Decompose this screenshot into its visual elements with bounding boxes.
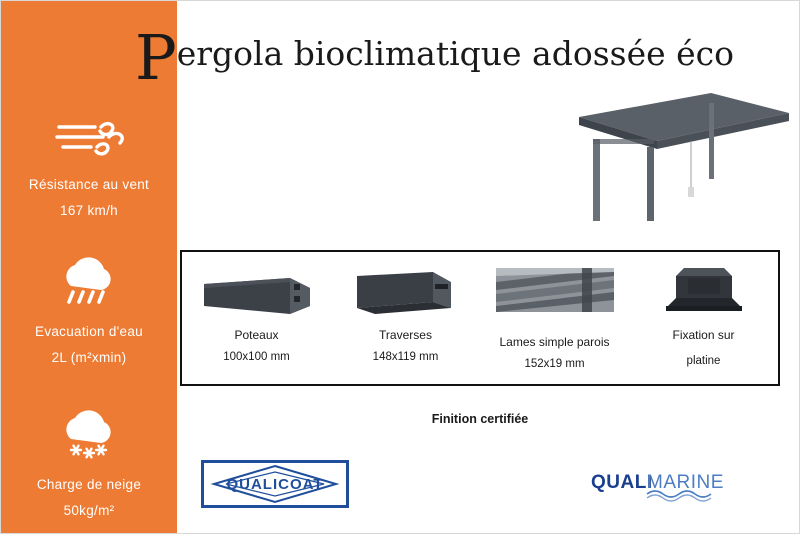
product-dimension: 152x19 mm bbox=[524, 358, 585, 370]
svg-text:QUALICOAT: QUALICOAT bbox=[226, 476, 324, 493]
product-name: Fixation sur bbox=[672, 328, 735, 342]
certification-title: Finition certifiée bbox=[431, 412, 529, 426]
post-profile-photo bbox=[182, 260, 331, 320]
pergola-photo bbox=[561, 79, 791, 229]
base-plate-photo bbox=[629, 260, 778, 320]
beam-profile-photo bbox=[331, 260, 480, 320]
feature-water-value: 2L (m²xmin) bbox=[51, 350, 127, 365]
product-dimension: 148x119 mm bbox=[372, 351, 439, 363]
qualimarine-logo bbox=[589, 469, 735, 503]
rain-cloud-icon bbox=[1, 256, 177, 312]
product-specs-box bbox=[180, 250, 780, 386]
page-title-rest: ergola bioclimatique adossée éco bbox=[176, 34, 735, 73]
page-title-initial: P bbox=[135, 21, 177, 94]
product-dimension: platine bbox=[686, 355, 721, 367]
svg-text:QUALI: QUALI bbox=[591, 472, 653, 493]
blade-profile-photo bbox=[480, 260, 629, 320]
product-dimension: 100x100 mm bbox=[223, 351, 290, 363]
product-name: Poteaux bbox=[234, 328, 279, 342]
wind-icon bbox=[1, 109, 177, 165]
qualicoat-logo bbox=[201, 460, 349, 508]
feature-water bbox=[1, 256, 177, 365]
product-name: Traverses bbox=[379, 328, 432, 342]
feature-water-label: Evacuation d'eau bbox=[35, 324, 143, 339]
feature-wind-value: 167 km/h bbox=[60, 203, 118, 218]
product-item bbox=[182, 252, 331, 384]
feature-snow bbox=[1, 409, 177, 518]
product-name: Lames simple parois bbox=[499, 335, 610, 349]
feature-snow-label: Charge de neige bbox=[36, 477, 142, 492]
svg-text:MARINE: MARINE bbox=[647, 472, 724, 493]
feature-snow-value: 50kg/m² bbox=[63, 503, 115, 518]
feature-wind-label: Résistance au vent bbox=[28, 177, 150, 192]
product-item bbox=[331, 252, 480, 384]
product-item bbox=[629, 252, 778, 384]
snow-cloud-icon bbox=[1, 409, 177, 465]
feature-wind bbox=[1, 109, 177, 218]
product-item bbox=[480, 252, 629, 384]
